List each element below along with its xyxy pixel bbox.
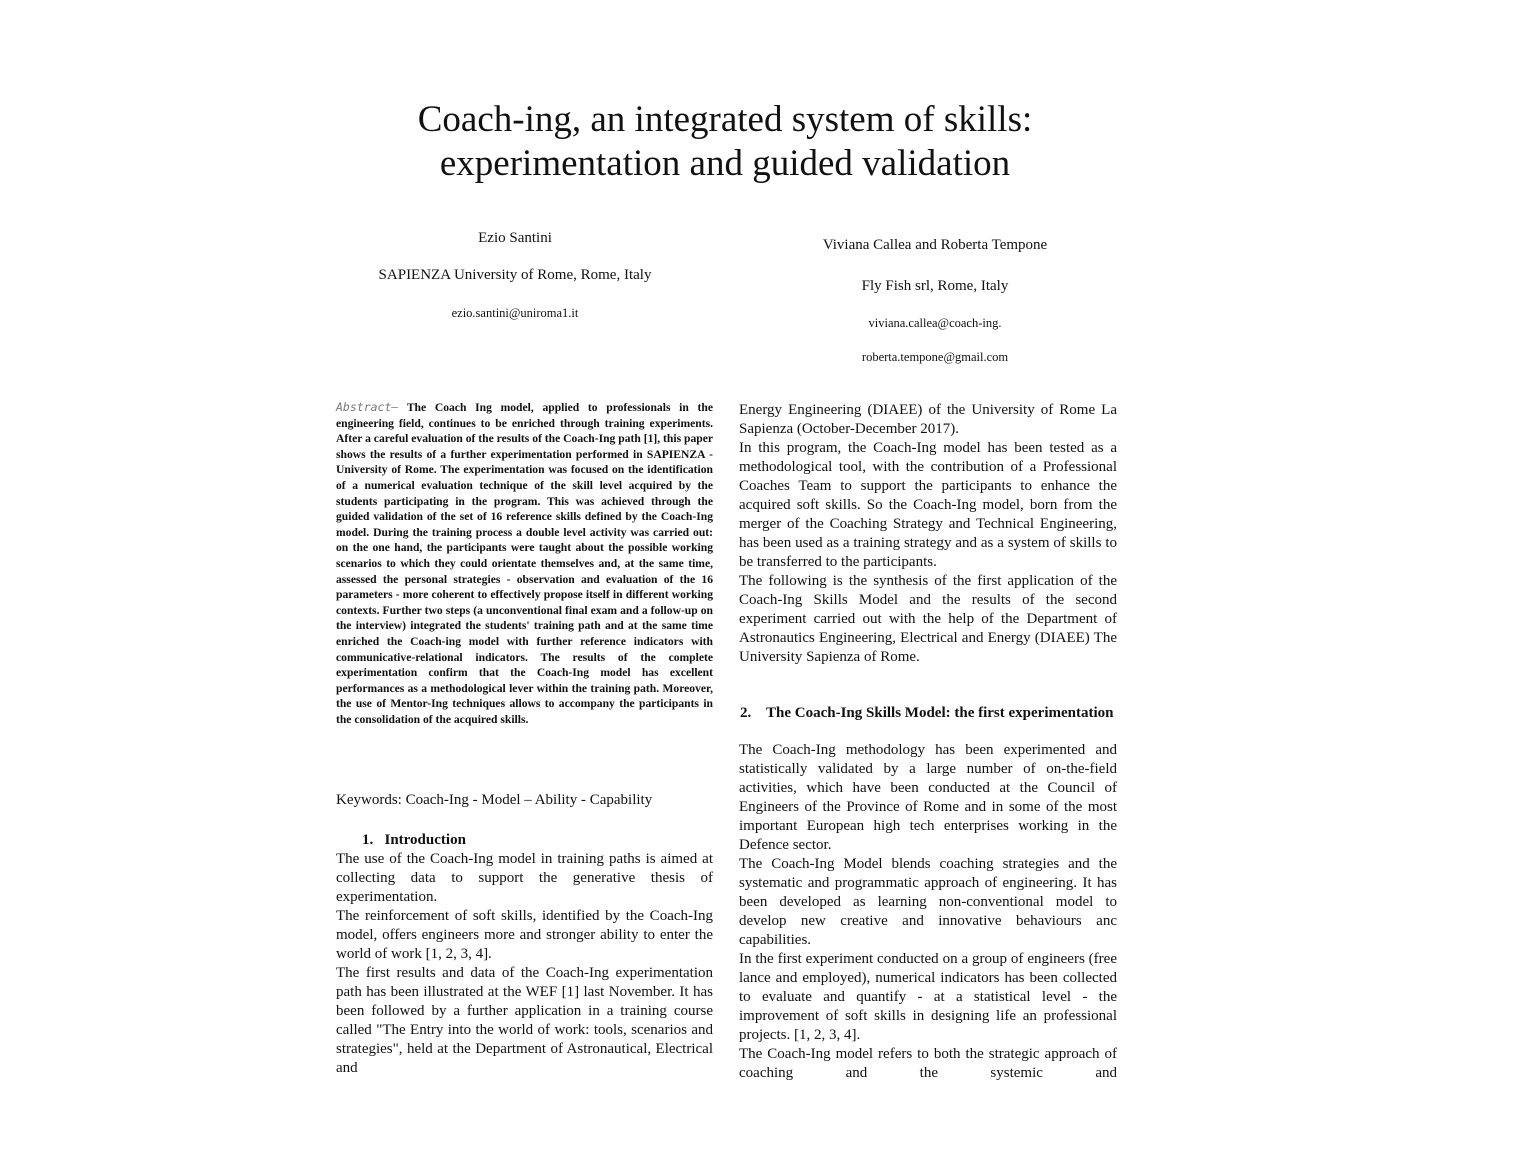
- paragraph: The Coach-Ing methodology has been experimented and statistically validated by a large number of on-the-field activities, which have been conducted at the Council of Engineers of the Province of Rome and in some of the most important European high tech enterprises working in the Defence sector.: [739, 742, 1117, 853]
- author-name-2: Viviana Callea and Roberta Tempone: [822, 237, 1048, 253]
- section-number: 2.: [740, 705, 752, 721]
- introduction-body: [336, 850, 713, 1078]
- section-heading-model: [740, 704, 1117, 722]
- section-heading-introduction: [362, 831, 466, 849]
- author-block-2: [760, 237, 1110, 377]
- author-email-2b: roberta.tempone@gmail.com: [861, 350, 1009, 364]
- paragraph: The following is the synthesis of the first application of the Coach-Ing Skills Model and the results of the second experiment carried out with the help of the Department of Astronautics Engineering, Electrical and Energy (DIAEE) The University Sapienza of Rome.: [739, 573, 1117, 665]
- section-2-body: [739, 741, 1117, 1083]
- author-name-1: Ezio Santini: [478, 230, 552, 246]
- right-column-intro-continued: [739, 401, 1117, 667]
- paragraph: The reinforcement of soft skills, identified by the Coach-Ing model, offers engineers more and stronger ability to enter the world of work [1, 2, 3, 4].: [336, 908, 713, 962]
- keywords: Keywords: Coach-Ing - Model – Ability - Capability: [336, 792, 653, 808]
- paragraph: The use of the Coach-Ing model in training paths is aimed at collecting data to support the generative thesis of experimentation.: [336, 851, 713, 905]
- section-title: Introduction: [384, 832, 466, 848]
- title-line-2: experimentation and guided validation: [439, 143, 1011, 184]
- paragraph: Energy Engineering (DIAEE) of the University of Rome La Sapienza (October-December 2017).: [739, 402, 1117, 437]
- title-line-1: Coach-ing, an integrated system of skills:: [417, 99, 1033, 140]
- paragraph: The Coach-Ing model refers to both the strategic approach of coaching and the systemic and: [739, 1046, 1117, 1081]
- abstract-label: Abstract—: [336, 400, 399, 414]
- author-email-1: ezio.santini@uniroma1.it: [451, 306, 579, 320]
- paragraph: The first results and data of the Coach-Ing experimentation path has been illustrated at the WEF [1] last November. It has been followed by a further application in a training course called "The Entry into the world of work: tools, scenarios and strategies", held at the Department of Astronautical, Electrical and: [336, 965, 713, 1076]
- author-affiliation-2: Fly Fish srl, Rome, Italy: [861, 278, 1009, 294]
- section-number: 1.: [362, 832, 374, 848]
- abstract: [336, 400, 713, 727]
- paragraph: In this program, the Coach-Ing model has been tested as a methodological tool, with the contribution of a Professional Coaches Team to support the participants to enhance the acquired soft skills. So the Coach-Ing model, born from the merger of the Coaching Strategy and Technical Engineering, has been used as a training strategy and as a system of skills to be transferred to the participants.: [739, 440, 1117, 570]
- author-affiliation-1: SAPIENZA University of Rome, Rome, Italy: [378, 267, 652, 283]
- paragraph: In the first experiment conducted on a group of engineers (free lance and employed), numerical indicators has been collected to evaluate and quantify - at a statistical level - the improvement of soft skills in designing life an professional projects. [1, 2, 3, 4].: [739, 951, 1117, 1043]
- author-block-1: [340, 230, 690, 330]
- paper-title: [330, 98, 1120, 186]
- section-title: The Coach-Ing Skills Model: the first experimentation: [766, 705, 1114, 721]
- author-email-2a: viviana.callea@coach-ing.: [868, 316, 1002, 330]
- paragraph: The Coach-Ing Model blends coaching strategies and the systematic and programmatic approach of engineering. It has been developed as learning non-conventional model to develop new creative and innovative behaviours anc capabilities.: [739, 856, 1117, 948]
- abstract-text: The Coach Ing model, applied to professionals in the engineering field, continues to be enriched through training experiments. After a careful evaluation of the results of the Coach-Ing path [1], this paper shows the results of a further experimentation performed in SAPIENZA - University of Rome. The experimentation was focused on the identification of a numerical evaluation technique of the skill level acquired by the students participating in the program. This was achieved through the guided validation of the set of 16 reference skills defined by the Coach-Ing model. During the training process a double level activity was carried out: on the one hand, the participants were taught about the possible working scenarios to which they could orientate themselves and, at the same time, assessed the personal strategies - observation and evaluation of the 16 parameters - more coherent to effectively propose itself in different working contexts. Further two steps (a unconventional final exam and a follow-up on the interview) integrated the students' training path and at the same time enriched the Coach-ing model with further reference indicators with communicative-relational indicators. The results of the complete experimentation confirm that the Coach-Ing model has excellent performances as a methodological lever within the training path. Moreover, the use of Mentor-Ing techniques allows to accompany the participants in the consolidation of the acquired skills.: [336, 401, 713, 726]
